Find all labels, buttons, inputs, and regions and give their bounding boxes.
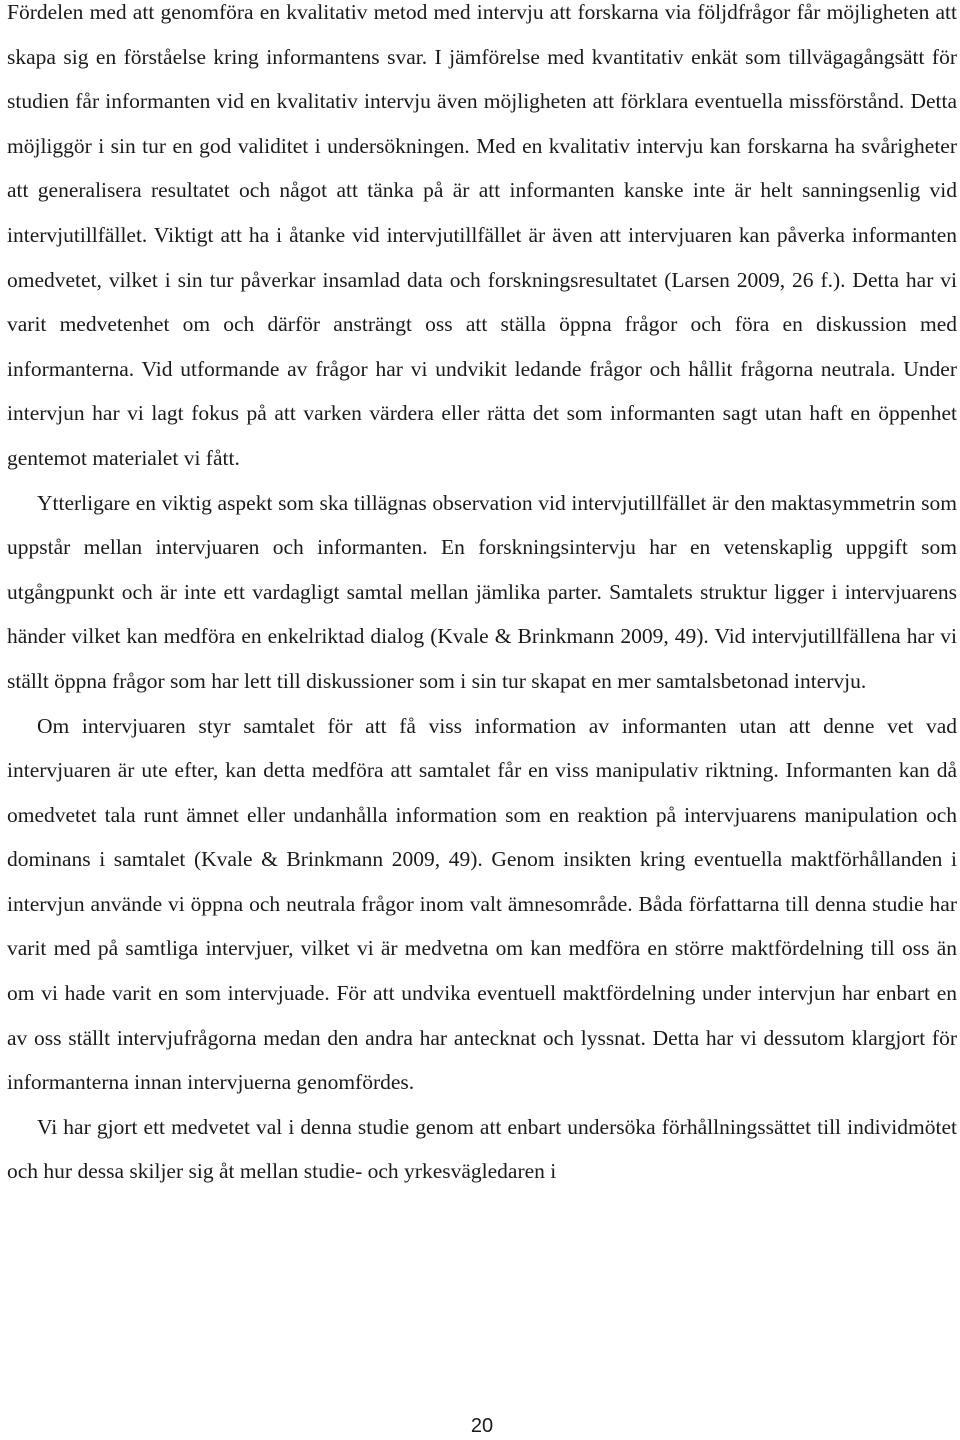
paragraph-manipulation: Om intervjuaren styr samtalet för att få viss information av informanten utan att denne vet vad intervjuaren är ute efter, kan detta medföra att samtalet får en viss manipulativ riktning. Informanten kan då omedvetet tala runt ämnet eller undanhålla information som en reaktion på intervjuarens manipulation och dominans i samtalet (Kvale & Brinkmann 2009, 49). Genom insikten kring eventuella maktförhållanden i intervjun använde vi öppna och neutrala frågor inom valt ämnesområde. Båda författarna till denna studie har varit med på samtliga intervjuer, vilket vi är medvetna om kan medföra en större maktfördelning till oss än om vi hade varit en som intervjuade. För att undvika eventuell maktfördelning under intervjun har enbart en av oss ställt intervjufrågorna medan den andra har antecknat och lyssnat. Detta har vi dessutom klargjort för informanterna innan intervjuerna genomfördes. <box>7 713 957 1095</box>
body-text <box>7 0 957 1194</box>
document-page <box>7 0 957 1440</box>
paragraph-study-choice: Vi har gjort ett medvetet val i denna studie genom att enbart undersöka förhållningssättet till individmötet och hur dessa skiljer sig åt mellan studie- och yrkesvägledaren i <box>7 1114 957 1184</box>
paragraph-method-advantages: Fördelen med att genomföra en kvalitativ metod med intervju att forskarna via följdfrågor får möjligheten att skapa sig en förståelse kring informantens svar. I jämförelse med kvantitativ enkät som tillvägagångsätt för studien får informanten vid en kvalitativ intervju även möjligheten att förklara eventuella missförstånd. Detta möjliggör i sin tur en god validitet i undersökningen. Med en kvalitativ intervju kan forskarna ha svårigheter att generalisera resultatet och något att tänka på är att informanten kanske inte är helt sanningsenlig vid intervjutillfället. Viktigt att ha i åtanke vid intervjutillfället är även att intervjuaren kan påverka informanten omedvetet, vilket i sin tur påverkar insamlad data och forskningsresultatet (Larsen 2009, 26 f.). Detta har vi varit medvetenhet om och därför ansträngt oss att ställa öppna frågor och föra en diskussion med informanterna. Vid utformande av frågor har vi undvikit ledande frågor och hållit frågorna neutrala. Under intervjun har vi lagt fokus på att varken värdera eller rätta det som informanten sagt utan haft en öppenhet gentemot materialet vi fått. <box>7 0 957 470</box>
paragraph-power-asymmetry: Ytterligare en viktig aspekt som ska tillägnas observation vid intervjutillfället är den maktasymmetrin som uppstår mellan intervjuaren och informanten. En forskningsintervju har en vetenskaplig uppgift som utgångpunkt och är inte ett vardagligt samtal mellan jämlika parter. Samtalets struktur ligger i intervjuarens händer vilket kan medföra en enkelriktad dialog (Kvale & Brinkmann 2009, 49). Vid intervjutillfällena har vi ställt öppna frågor som har lett till diskussioner som i sin tur skapat en mer samtalsbetonad intervju. <box>7 490 957 693</box>
page-number: 20 <box>470 1415 494 1437</box>
